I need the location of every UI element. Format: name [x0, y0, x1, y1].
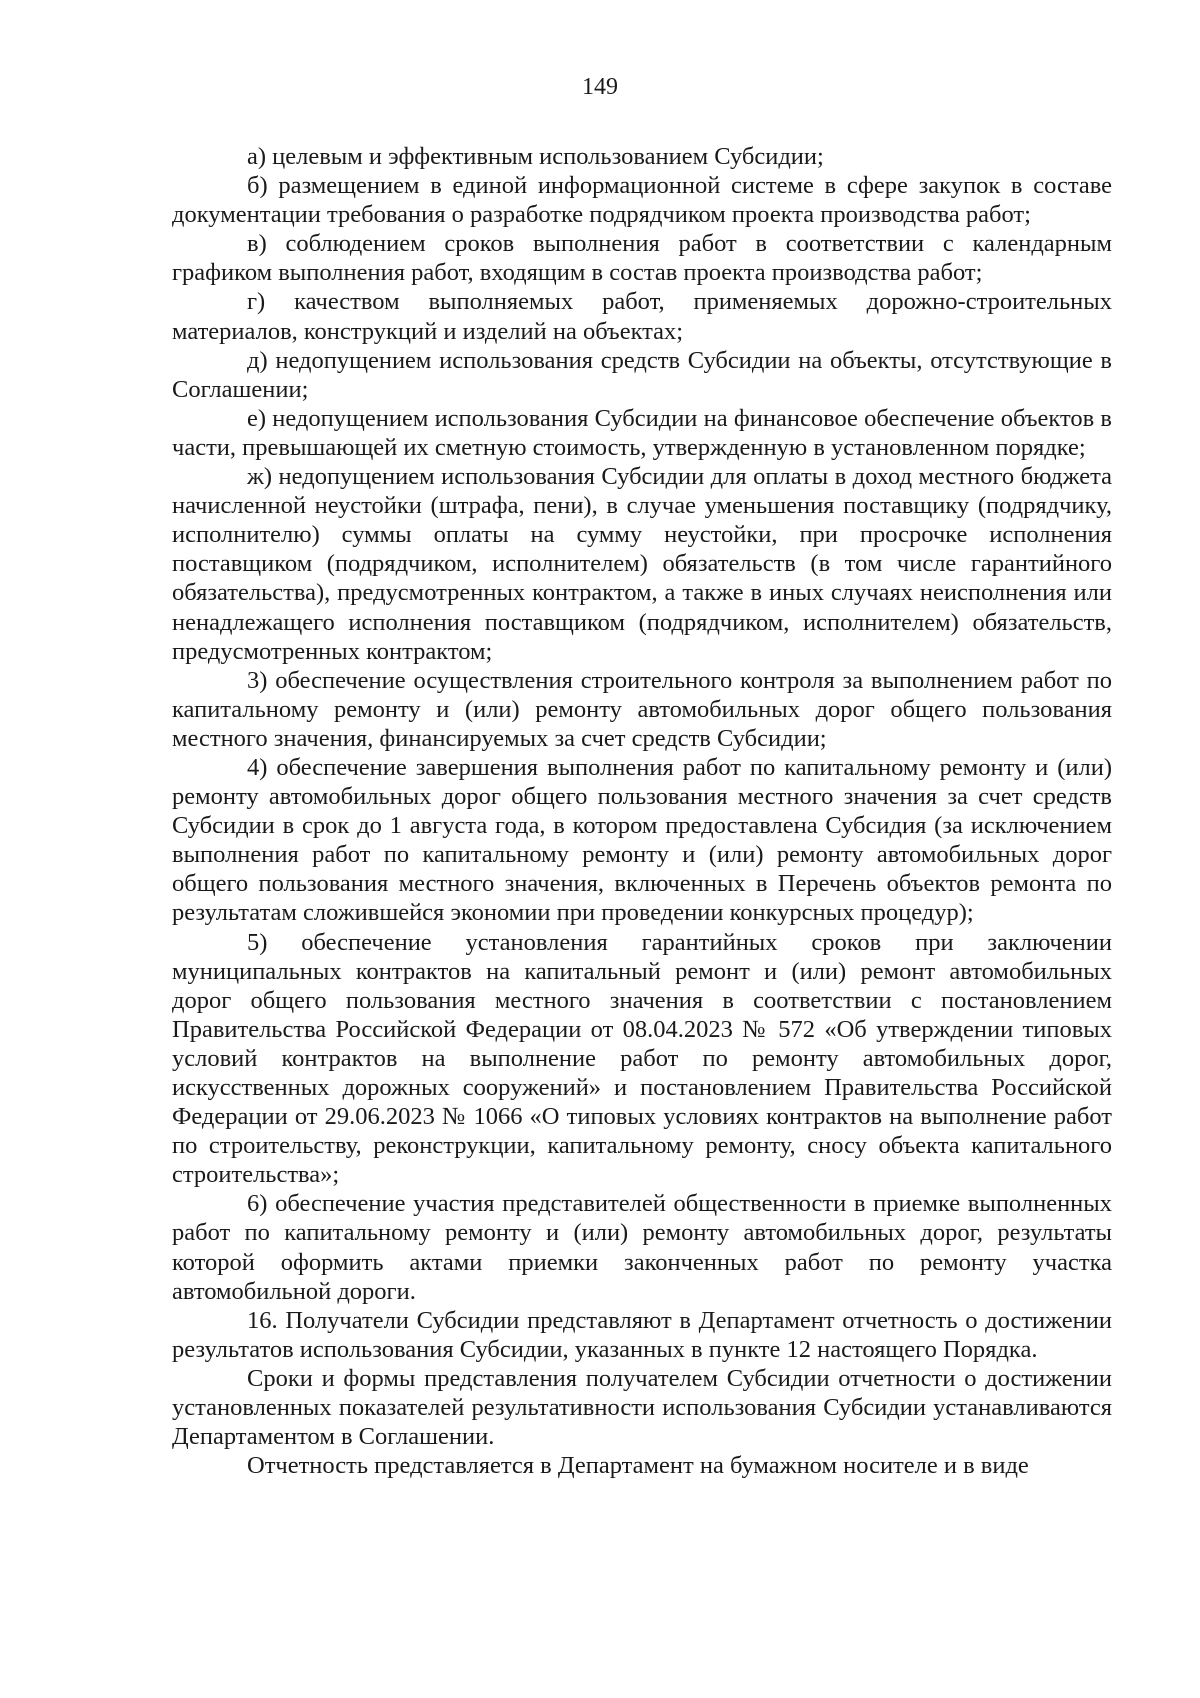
paragraph-item-g: г) качеством выполняемых работ, применяемых дорожно-строительных материалов, конструкций и изделий на объектах; [172, 288, 1112, 345]
paragraph-point-4: 4) обеспечение завершения выполнения работ по капитальному ремонту и (или) ремонту автомобильных дорог общего пользования местного значения за счет средств Субсидии в срок до 1 августа года, в котором предоставлена Субсидия (за исключением выполнения работ по капитальному ремонту и (или) ремонту автомобильных дорог общего пользования местного значения, включенных в Перечень объектов ремонта по результатам сложившейся экономии при проведении конкурсных процедур); [172, 753, 1112, 927]
paragraph-item-d: д) недопущением использования средств Субсидии на объекты, отсутствующие в Соглашении; [172, 346, 1112, 403]
paragraph-item-e: е) недопущением использования Субсидии на финансовое обеспечение объектов в части, превышающей их сметную стоимость, утвержденную в установленном порядке; [172, 404, 1112, 461]
paragraph-item-v: в) соблюдением сроков выполнения работ в соответствии с календарным графиком выполнения работ, входящим в состав проекта производства работ; [172, 230, 1112, 287]
paragraph-point-6: 6) обеспечение участия представителей общественности в приемке выполненных работ по капитальному ремонту и (или) ремонту автомобильных дорог, результаты которой оформить актами приемки законченных работ по ремонту участка автомобильной дороги. [172, 1190, 1112, 1305]
document-body [172, 142, 1112, 1480]
paragraph-item-b: б) размещением в единой информационной системе в сфере закупок в составе документации требования о разработке подрядчиком проекта производства работ; [172, 172, 1112, 229]
paragraph-item-zh: ж) недопущением использования Субсидии для оплаты в доход местного бюджета начисленной неустойки (штрафа, пени), в случае уменьшения поставщику (подрядчику, исполнителю) суммы оплаты на сумму неустойки, при просрочке исполнения поставщиком (подрядчиком, исполнителем) обязательств (в том числе гарантийного обязательства), предусмотренных контрактом, а также в иных случаях неисполнения или ненадлежащего исполнения поставщиком (подрядчиком, исполнителем) обязательств, предусмотренных контрактом; [172, 463, 1112, 665]
paragraph-point-3: 3) обеспечение осуществления строительного контроля за выполнением работ по капитальному ремонту и (или) ремонту автомобильных дорог общего пользования местного значения, финансируемых за счет средств Субсидии; [172, 666, 1112, 752]
paragraph-reporting-terms: Сроки и формы представления получателем Субсидии отчетности о достижении установленных показателей результативности использования Субсидии устанавливаются Департаментом в Соглашении. [172, 1364, 1112, 1451]
paragraph-reporting-format: Отчетность представляется в Департамент на бумажном носителе и в виде [247, 1452, 1029, 1480]
paragraph-point-5: 5) обеспечение установления гарантийных сроков при заключении муниципальных контрактов на капитальный ремонт и (или) ремонт автомобильных дорог общего пользования местного значения в соответствии с постановлением Правительства Российской Федерации от 08.04.2023 № 572 «Об утверждении типовых условий контрактов на выполнение работ по ремонту автомобильных дорог, искусственных дорожных сооружений» и постановлением Правительства Российской Федерации от 29.06.2023 № 1066 «О типовых условиях контрактов на выполнение работ по строительству, реконструкции, капитальному ремонту, сносу объекта капитального строительства»; [172, 928, 1112, 1189]
paragraph-section-16: 16. Получатели Субсидии представляют в Департамент отчетность о достижении результатов использования Субсидии, указанных в пункте 12 настоящего Порядка. [172, 1306, 1112, 1363]
paragraph-item-a: а) целевым и эффективным использованием Субсидии; [247, 143, 824, 170]
page-number: 149 [582, 74, 618, 100]
